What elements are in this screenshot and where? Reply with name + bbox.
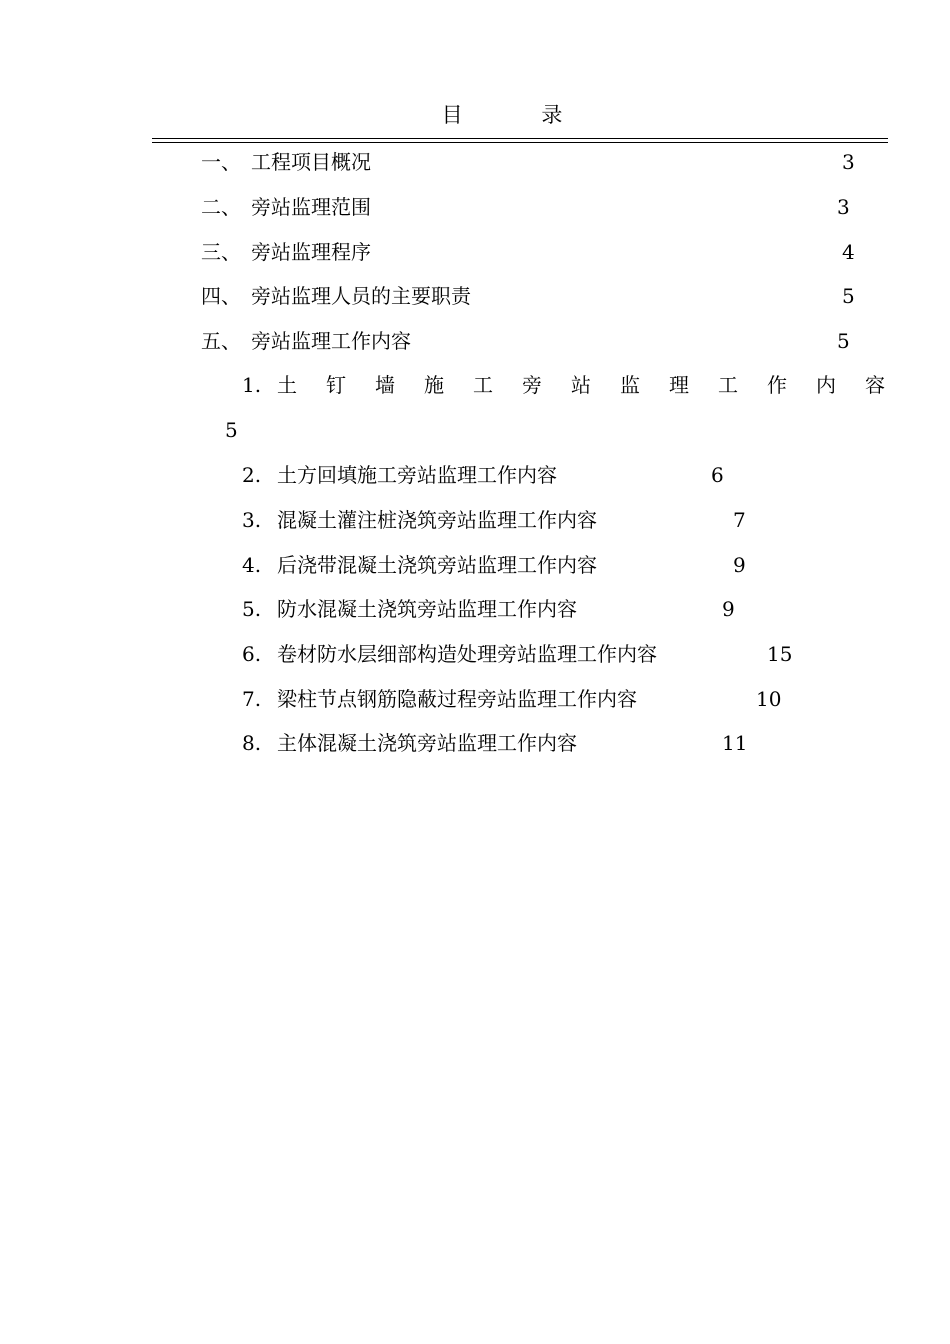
toc-subentry-page: 6 xyxy=(711,463,724,487)
toc-subentry-label-char: 监 xyxy=(620,373,640,397)
toc-entry-label: 工程项目概况 xyxy=(251,150,371,174)
toc-entry-page: 5 xyxy=(837,329,850,353)
toc-subentry-label-char: 容 xyxy=(865,373,885,397)
toc-subentry[interactable] xyxy=(242,460,842,490)
toc-subentry[interactable] xyxy=(242,684,842,714)
toc-subentry-page: 5 xyxy=(225,418,238,442)
toc-subentry-label-char: 土 xyxy=(277,373,297,397)
toc-subentry-label-justified[interactable] xyxy=(277,370,885,400)
toc-subentry-number: 6. xyxy=(242,642,262,666)
toc-entry-page: 3 xyxy=(837,195,850,219)
toc-subentry-page: 9 xyxy=(733,553,746,577)
toc-entry[interactable] xyxy=(201,326,861,356)
toc-subentry-number: 3. xyxy=(242,508,262,532)
toc-subentry-label: 梁柱节点钢筋隐蔽过程旁站监理工作内容 xyxy=(277,687,637,711)
toc-entry[interactable] xyxy=(201,281,861,311)
toc-subentry-label: 防水混凝土浇筑旁站监理工作内容 xyxy=(277,597,577,621)
toc-subentry-label: 混凝土灌注桩浇筑旁站监理工作内容 xyxy=(277,508,597,532)
toc-entry-label: 旁站监理工作内容 xyxy=(251,329,411,353)
toc-subentry-number: 2. xyxy=(242,463,262,487)
toc-entry-page: 4 xyxy=(842,240,855,264)
toc-subentry-label-char: 工 xyxy=(718,373,738,397)
toc-subentry-page: 9 xyxy=(722,597,735,621)
toc-entry-number: 五、 xyxy=(201,329,241,353)
toc-entry-number: 四、 xyxy=(201,284,241,308)
toc-subentry-label-char: 施 xyxy=(424,373,444,397)
toc-subentry-number: 5. xyxy=(242,597,262,621)
toc-subentry-label: 后浇带混凝土浇筑旁站监理工作内容 xyxy=(277,553,597,577)
toc-subentry-label: 卷材防水层细部构造处理旁站监理工作内容 xyxy=(277,642,657,666)
toc-subentry-page: 15 xyxy=(767,642,793,666)
title-rule-bottom xyxy=(152,142,888,143)
toc-subentry-label-char: 旁 xyxy=(522,373,542,397)
toc-entry-number: 二、 xyxy=(201,195,241,219)
toc-entry-label: 旁站监理程序 xyxy=(251,240,371,264)
toc-entry[interactable] xyxy=(201,192,861,222)
toc-entry-number: 三、 xyxy=(201,240,241,264)
toc-subentry-label-char: 内 xyxy=(816,373,836,397)
toc-subentry-page: 7 xyxy=(733,508,746,532)
toc-subentry[interactable] xyxy=(242,728,842,758)
toc-entry-label: 旁站监理范围 xyxy=(251,195,371,219)
toc-subentry-label-char: 工 xyxy=(473,373,493,397)
toc-subentry-page: 10 xyxy=(756,687,782,711)
toc-subentry[interactable] xyxy=(242,370,282,400)
toc-entry[interactable] xyxy=(201,237,861,267)
toc-subentry-page: 11 xyxy=(722,731,748,755)
toc-subentry-label-char: 站 xyxy=(571,373,591,397)
toc-entry-label: 旁站监理人员的主要职责 xyxy=(251,284,471,308)
toc-subentry-label-char: 墙 xyxy=(375,373,395,397)
toc-subentry-label: 主体混凝土浇筑旁站监理工作内容 xyxy=(277,731,577,755)
toc-subentry[interactable] xyxy=(242,550,842,580)
toc-subentry-label: 土方回填施工旁站监理工作内容 xyxy=(277,463,557,487)
toc-entry[interactable] xyxy=(201,147,861,177)
toc-entry-page: 3 xyxy=(842,150,855,174)
toc-subentry[interactable] xyxy=(242,594,842,624)
toc-subentry-number: 7. xyxy=(242,687,262,711)
toc-title: 目 录 xyxy=(441,103,599,127)
toc-entry-number: 一、 xyxy=(201,150,241,174)
toc-subentry-number: 1. xyxy=(242,373,262,397)
toc-subentry-label-char: 钉 xyxy=(326,373,346,397)
toc-subentry-number: 4. xyxy=(242,553,262,577)
toc-subentry[interactable] xyxy=(242,505,842,535)
toc-subentry[interactable] xyxy=(242,639,842,669)
toc-subentry-label-char: 作 xyxy=(767,373,787,397)
toc-subentry-number: 8. xyxy=(242,731,262,755)
toc-entry-page: 5 xyxy=(842,284,855,308)
toc-subentry-label-char: 理 xyxy=(669,373,689,397)
title-rule-top xyxy=(152,138,888,139)
